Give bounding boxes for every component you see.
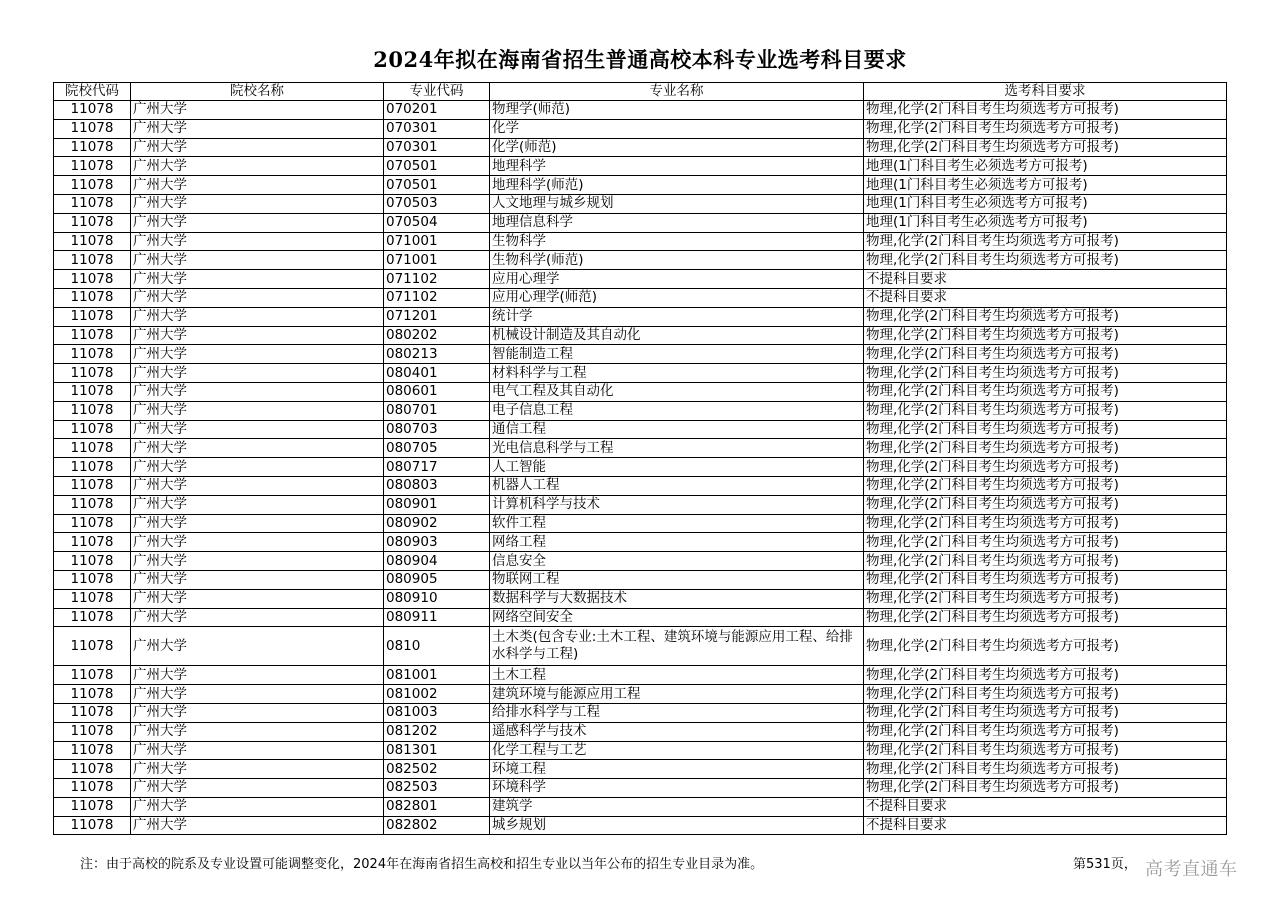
cell-major-name: 机械设计制造及其自动化 xyxy=(490,326,864,345)
cell-school-name: 广州大学 xyxy=(131,345,384,364)
cell-major-name: 软件工程 xyxy=(490,514,864,533)
cell-major-code: 080601 xyxy=(384,382,490,401)
cell-major-name: 信息安全 xyxy=(490,552,864,571)
cell-school-code: 11078 xyxy=(54,194,131,213)
cell-school-name: 广州大学 xyxy=(131,364,384,383)
cell-school-name: 广州大学 xyxy=(131,760,384,779)
cell-school-name: 广州大学 xyxy=(131,176,384,195)
table-row xyxy=(54,157,1227,176)
cell-major-name: 人文地理与城乡规划 xyxy=(490,194,864,213)
cell-major-name: 生物科学 xyxy=(490,232,864,251)
table-row xyxy=(54,627,1227,666)
table-row xyxy=(54,816,1227,835)
cell-school-name: 广州大学 xyxy=(131,119,384,138)
cell-school-name: 广州大学 xyxy=(131,213,384,232)
cell-subject-requirement: 地理(1门科目考生必须选考方可报考) xyxy=(864,213,1227,232)
cell-major-name: 应用心理学(师范) xyxy=(490,288,864,307)
cell-major-name: 地理科学(师范) xyxy=(490,176,864,195)
cell-major-name: 土木类(包含专业:土木工程、建筑环境与能源应用工程、给排水科学与工程) xyxy=(490,627,864,666)
cell-subject-requirement: 不提科目要求 xyxy=(864,270,1227,289)
cell-subject-requirement: 物理,化学(2门科目考生均须选考方可报考) xyxy=(864,533,1227,552)
table-row xyxy=(54,439,1227,458)
table-row xyxy=(54,251,1227,270)
footer-note: 注：由于高校的院系及专业设置可能调整变化，2024年在海南省招生高校和招生专业以当年公布的招生专业目录为准。 xyxy=(80,857,764,872)
cell-major-code: 082802 xyxy=(384,816,490,835)
cell-school-code: 11078 xyxy=(54,364,131,383)
cell-school-name: 广州大学 xyxy=(131,326,384,345)
cell-school-code: 11078 xyxy=(54,608,131,627)
cell-school-name: 广州大学 xyxy=(131,589,384,608)
cell-subject-requirement: 物理,化学(2门科目考生均须选考方可报考) xyxy=(864,514,1227,533)
cell-school-code: 11078 xyxy=(54,270,131,289)
cell-subject-requirement: 物理,化学(2门科目考生均须选考方可报考) xyxy=(864,495,1227,514)
cell-subject-requirement: 地理(1门科目考生必须选考方可报考) xyxy=(864,157,1227,176)
cell-major-code: 082801 xyxy=(384,797,490,816)
cell-subject-requirement: 物理,化学(2门科目考生均须选考方可报考) xyxy=(864,345,1227,364)
cell-major-name: 化学工程与工艺 xyxy=(490,741,864,760)
cell-school-code: 11078 xyxy=(54,101,131,120)
cell-school-name: 广州大学 xyxy=(131,458,384,477)
table-row xyxy=(54,589,1227,608)
table-row xyxy=(54,570,1227,589)
cell-school-code: 11078 xyxy=(54,552,131,571)
cell-subject-requirement: 物理,化学(2门科目考生均须选考方可报考) xyxy=(864,420,1227,439)
header-major-name: 专业名称 xyxy=(490,83,864,101)
table-row xyxy=(54,760,1227,779)
table-row xyxy=(54,176,1227,195)
cell-school-name: 广州大学 xyxy=(131,722,384,741)
table-row xyxy=(54,495,1227,514)
cell-major-name: 给排水科学与工程 xyxy=(490,703,864,722)
cell-subject-requirement: 物理,化学(2门科目考生均须选考方可报考) xyxy=(864,779,1227,798)
cell-subject-requirement: 物理,化学(2门科目考生均须选考方可报考) xyxy=(864,101,1227,120)
table-row xyxy=(54,194,1227,213)
cell-school-name: 广州大学 xyxy=(131,570,384,589)
cell-subject-requirement: 物理,化学(2门科目考生均须选考方可报考) xyxy=(864,326,1227,345)
cell-major-code: 081301 xyxy=(384,741,490,760)
table-row xyxy=(54,270,1227,289)
cell-school-name: 广州大学 xyxy=(131,420,384,439)
cell-subject-requirement: 不提科目要求 xyxy=(864,288,1227,307)
cell-school-name: 广州大学 xyxy=(131,666,384,685)
cell-major-name: 网络工程 xyxy=(490,533,864,552)
cell-school-name: 广州大学 xyxy=(131,476,384,495)
cell-subject-requirement: 物理,化学(2门科目考生均须选考方可报考) xyxy=(864,439,1227,458)
cell-major-name: 建筑环境与能源应用工程 xyxy=(490,685,864,704)
table-row xyxy=(54,779,1227,798)
cell-school-name: 广州大学 xyxy=(131,288,384,307)
cell-school-code: 11078 xyxy=(54,514,131,533)
cell-major-name: 统计学 xyxy=(490,307,864,326)
cell-subject-requirement: 物理,化学(2门科目考生均须选考方可报考) xyxy=(864,570,1227,589)
cell-school-code: 11078 xyxy=(54,119,131,138)
cell-subject-requirement: 物理,化学(2门科目考生均须选考方可报考) xyxy=(864,627,1227,666)
cell-subject-requirement: 物理,化学(2门科目考生均须选考方可报考) xyxy=(864,382,1227,401)
table-row xyxy=(54,685,1227,704)
cell-school-code: 11078 xyxy=(54,420,131,439)
table-row xyxy=(54,232,1227,251)
cell-school-name: 广州大学 xyxy=(131,608,384,627)
cell-subject-requirement: 物理,化学(2门科目考生均须选考方可报考) xyxy=(864,401,1227,420)
table-row xyxy=(54,138,1227,157)
cell-major-name: 遥感科学与技术 xyxy=(490,722,864,741)
cell-major-code: 080901 xyxy=(384,495,490,514)
cell-major-name: 数据科学与大数据技术 xyxy=(490,589,864,608)
document-title: 2024年拟在海南省招生普通高校本科专业选考科目要求 xyxy=(373,47,907,72)
cell-major-name: 城乡规划 xyxy=(490,816,864,835)
table-row xyxy=(54,514,1227,533)
cell-school-name: 广州大学 xyxy=(131,627,384,666)
header-school-name: 院校名称 xyxy=(131,83,384,101)
cell-school-name: 广州大学 xyxy=(131,232,384,251)
cell-school-code: 11078 xyxy=(54,685,131,704)
table-row xyxy=(54,608,1227,627)
cell-major-name: 生物科学(师范) xyxy=(490,251,864,270)
cell-major-code: 080202 xyxy=(384,326,490,345)
cell-school-name: 广州大学 xyxy=(131,514,384,533)
cell-major-code: 080401 xyxy=(384,364,490,383)
cell-subject-requirement: 物理,化学(2门科目考生均须选考方可报考) xyxy=(864,760,1227,779)
cell-major-name: 计算机科学与技术 xyxy=(490,495,864,514)
cell-major-name: 地理科学 xyxy=(490,157,864,176)
cell-subject-requirement: 物理,化学(2门科目考生均须选考方可报考) xyxy=(864,666,1227,685)
cell-school-code: 11078 xyxy=(54,570,131,589)
cell-subject-requirement: 物理,化学(2门科目考生均须选考方可报考) xyxy=(864,251,1227,270)
table-row xyxy=(54,288,1227,307)
cell-school-code: 11078 xyxy=(54,251,131,270)
cell-major-name: 化学 xyxy=(490,119,864,138)
cell-major-name: 光电信息科学与工程 xyxy=(490,439,864,458)
cell-major-name: 应用心理学 xyxy=(490,270,864,289)
cell-school-code: 11078 xyxy=(54,439,131,458)
cell-subject-requirement: 物理,化学(2门科目考生均须选考方可报考) xyxy=(864,476,1227,495)
cell-subject-requirement: 物理,化学(2门科目考生均须选考方可报考) xyxy=(864,589,1227,608)
cell-subject-requirement: 物理,化学(2门科目考生均须选考方可报考) xyxy=(864,138,1227,157)
cell-major-code: 081002 xyxy=(384,685,490,704)
cell-school-code: 11078 xyxy=(54,382,131,401)
table-row xyxy=(54,119,1227,138)
cell-major-code: 070501 xyxy=(384,176,490,195)
cell-subject-requirement: 物理,化学(2门科目考生均须选考方可报考) xyxy=(864,119,1227,138)
table-row xyxy=(54,552,1227,571)
cell-school-code: 11078 xyxy=(54,157,131,176)
cell-major-code: 080903 xyxy=(384,533,490,552)
cell-school-name: 广州大学 xyxy=(131,307,384,326)
cell-subject-requirement: 地理(1门科目考生必须选考方可报考) xyxy=(864,176,1227,195)
cell-major-code: 070504 xyxy=(384,213,490,232)
header-school-code: 院校代码 xyxy=(54,83,131,101)
cell-school-name: 广州大学 xyxy=(131,495,384,514)
header-major-code: 专业代码 xyxy=(384,83,490,101)
cell-school-name: 广州大学 xyxy=(131,194,384,213)
cell-major-code: 082503 xyxy=(384,779,490,798)
cell-major-code: 071201 xyxy=(384,307,490,326)
cell-school-code: 11078 xyxy=(54,495,131,514)
cell-subject-requirement: 物理,化学(2门科目考生均须选考方可报考) xyxy=(864,703,1227,722)
watermark-text: 高考直通车 xyxy=(1145,859,1238,880)
cell-subject-requirement: 地理(1门科目考生必须选考方可报考) xyxy=(864,194,1227,213)
cell-major-code: 080803 xyxy=(384,476,490,495)
cell-major-code: 070501 xyxy=(384,157,490,176)
table-row xyxy=(54,741,1227,760)
cell-subject-requirement: 物理,化学(2门科目考生均须选考方可报考) xyxy=(864,608,1227,627)
cell-major-code: 080703 xyxy=(384,420,490,439)
cell-school-code: 11078 xyxy=(54,589,131,608)
cell-school-code: 11078 xyxy=(54,741,131,760)
cell-school-code: 11078 xyxy=(54,760,131,779)
table-row xyxy=(54,345,1227,364)
table-row xyxy=(54,364,1227,383)
cell-major-code: 081202 xyxy=(384,722,490,741)
cell-school-name: 广州大学 xyxy=(131,270,384,289)
cell-major-code: 080902 xyxy=(384,514,490,533)
cell-school-name: 广州大学 xyxy=(131,797,384,816)
cell-major-code: 070301 xyxy=(384,138,490,157)
cell-school-name: 广州大学 xyxy=(131,533,384,552)
cell-school-name: 广州大学 xyxy=(131,382,384,401)
table-row xyxy=(54,401,1227,420)
cell-school-name: 广州大学 xyxy=(131,439,384,458)
table-row xyxy=(54,101,1227,120)
page-number: 第531页， xyxy=(1073,857,1137,872)
cell-school-name: 广州大学 xyxy=(131,138,384,157)
cell-school-code: 11078 xyxy=(54,533,131,552)
table-row xyxy=(54,420,1227,439)
cell-major-code: 080213 xyxy=(384,345,490,364)
cell-major-code: 080910 xyxy=(384,589,490,608)
cell-major-code: 071102 xyxy=(384,270,490,289)
cell-school-code: 11078 xyxy=(54,703,131,722)
cell-major-code: 081003 xyxy=(384,703,490,722)
cell-subject-requirement: 物理,化学(2门科目考生均须选考方可报考) xyxy=(864,552,1227,571)
cell-subject-requirement: 不提科目要求 xyxy=(864,816,1227,835)
table-row xyxy=(54,533,1227,552)
cell-major-code: 080911 xyxy=(384,608,490,627)
table-row xyxy=(54,213,1227,232)
cell-school-code: 11078 xyxy=(54,458,131,477)
cell-subject-requirement: 物理,化学(2门科目考生均须选考方可报考) xyxy=(864,722,1227,741)
table-header-row xyxy=(54,83,1227,101)
cell-subject-requirement: 物理,化学(2门科目考生均须选考方可报考) xyxy=(864,364,1227,383)
cell-major-code: 0810 xyxy=(384,627,490,666)
cell-major-name: 网络空间安全 xyxy=(490,608,864,627)
cell-major-code: 070201 xyxy=(384,101,490,120)
cell-school-name: 广州大学 xyxy=(131,741,384,760)
cell-school-code: 11078 xyxy=(54,307,131,326)
cell-school-code: 11078 xyxy=(54,401,131,420)
table-row xyxy=(54,458,1227,477)
cell-school-code: 11078 xyxy=(54,288,131,307)
cell-school-code: 11078 xyxy=(54,326,131,345)
cell-school-code: 11078 xyxy=(54,213,131,232)
table-row xyxy=(54,382,1227,401)
cell-major-name: 化学(师范) xyxy=(490,138,864,157)
cell-major-code: 070503 xyxy=(384,194,490,213)
cell-subject-requirement: 物理,化学(2门科目考生均须选考方可报考) xyxy=(864,741,1227,760)
cell-school-code: 11078 xyxy=(54,779,131,798)
table-body xyxy=(54,101,1227,835)
cell-major-name: 电气工程及其自动化 xyxy=(490,382,864,401)
table-row xyxy=(54,797,1227,816)
cell-major-code: 070301 xyxy=(384,119,490,138)
cell-major-name: 环境科学 xyxy=(490,779,864,798)
cell-subject-requirement: 物理,化学(2门科目考生均须选考方可报考) xyxy=(864,685,1227,704)
cell-school-name: 广州大学 xyxy=(131,779,384,798)
cell-major-code: 080701 xyxy=(384,401,490,420)
header-subject-requirement: 选考科目要求 xyxy=(864,83,1227,101)
cell-school-code: 11078 xyxy=(54,627,131,666)
cell-subject-requirement: 物理,化学(2门科目考生均须选考方可报考) xyxy=(864,232,1227,251)
cell-school-code: 11078 xyxy=(54,345,131,364)
cell-subject-requirement: 物理,化学(2门科目考生均须选考方可报考) xyxy=(864,307,1227,326)
cell-school-name: 广州大学 xyxy=(131,552,384,571)
cell-major-name: 建筑学 xyxy=(490,797,864,816)
cell-school-code: 11078 xyxy=(54,797,131,816)
table-row xyxy=(54,666,1227,685)
cell-school-code: 11078 xyxy=(54,722,131,741)
cell-school-code: 11078 xyxy=(54,176,131,195)
table-row xyxy=(54,722,1227,741)
cell-major-name: 机器人工程 xyxy=(490,476,864,495)
cell-major-name: 通信工程 xyxy=(490,420,864,439)
cell-major-name: 电子信息工程 xyxy=(490,401,864,420)
cell-major-name: 材料科学与工程 xyxy=(490,364,864,383)
cell-major-code: 080705 xyxy=(384,439,490,458)
table-row xyxy=(54,476,1227,495)
cell-school-code: 11078 xyxy=(54,476,131,495)
cell-subject-requirement: 不提科目要求 xyxy=(864,797,1227,816)
cell-school-name: 广州大学 xyxy=(131,401,384,420)
table-row xyxy=(54,326,1227,345)
cell-school-name: 广州大学 xyxy=(131,157,384,176)
cell-major-code: 080905 xyxy=(384,570,490,589)
cell-major-code: 081001 xyxy=(384,666,490,685)
cell-major-code: 071102 xyxy=(384,288,490,307)
cell-school-name: 广州大学 xyxy=(131,703,384,722)
cell-major-name: 土木工程 xyxy=(490,666,864,685)
cell-major-name: 智能制造工程 xyxy=(490,345,864,364)
cell-school-code: 11078 xyxy=(54,232,131,251)
table-row xyxy=(54,703,1227,722)
cell-major-name: 地理信息科学 xyxy=(490,213,864,232)
cell-school-name: 广州大学 xyxy=(131,816,384,835)
cell-school-code: 11078 xyxy=(54,138,131,157)
cell-major-code: 071001 xyxy=(384,232,490,251)
cell-major-name: 人工智能 xyxy=(490,458,864,477)
cell-major-name: 环境工程 xyxy=(490,760,864,779)
cell-major-name: 物联网工程 xyxy=(490,570,864,589)
cell-school-name: 广州大学 xyxy=(131,251,384,270)
cell-subject-requirement: 物理,化学(2门科目考生均须选考方可报考) xyxy=(864,458,1227,477)
cell-school-name: 广州大学 xyxy=(131,101,384,120)
cell-major-code: 080717 xyxy=(384,458,490,477)
cell-major-code: 082502 xyxy=(384,760,490,779)
cell-major-code: 071001 xyxy=(384,251,490,270)
admission-requirements-table xyxy=(53,82,1227,835)
cell-school-name: 广州大学 xyxy=(131,685,384,704)
cell-school-code: 11078 xyxy=(54,816,131,835)
cell-major-name: 物理学(师范) xyxy=(490,101,864,120)
cell-school-code: 11078 xyxy=(54,666,131,685)
table-row xyxy=(54,307,1227,326)
cell-major-code: 080904 xyxy=(384,552,490,571)
